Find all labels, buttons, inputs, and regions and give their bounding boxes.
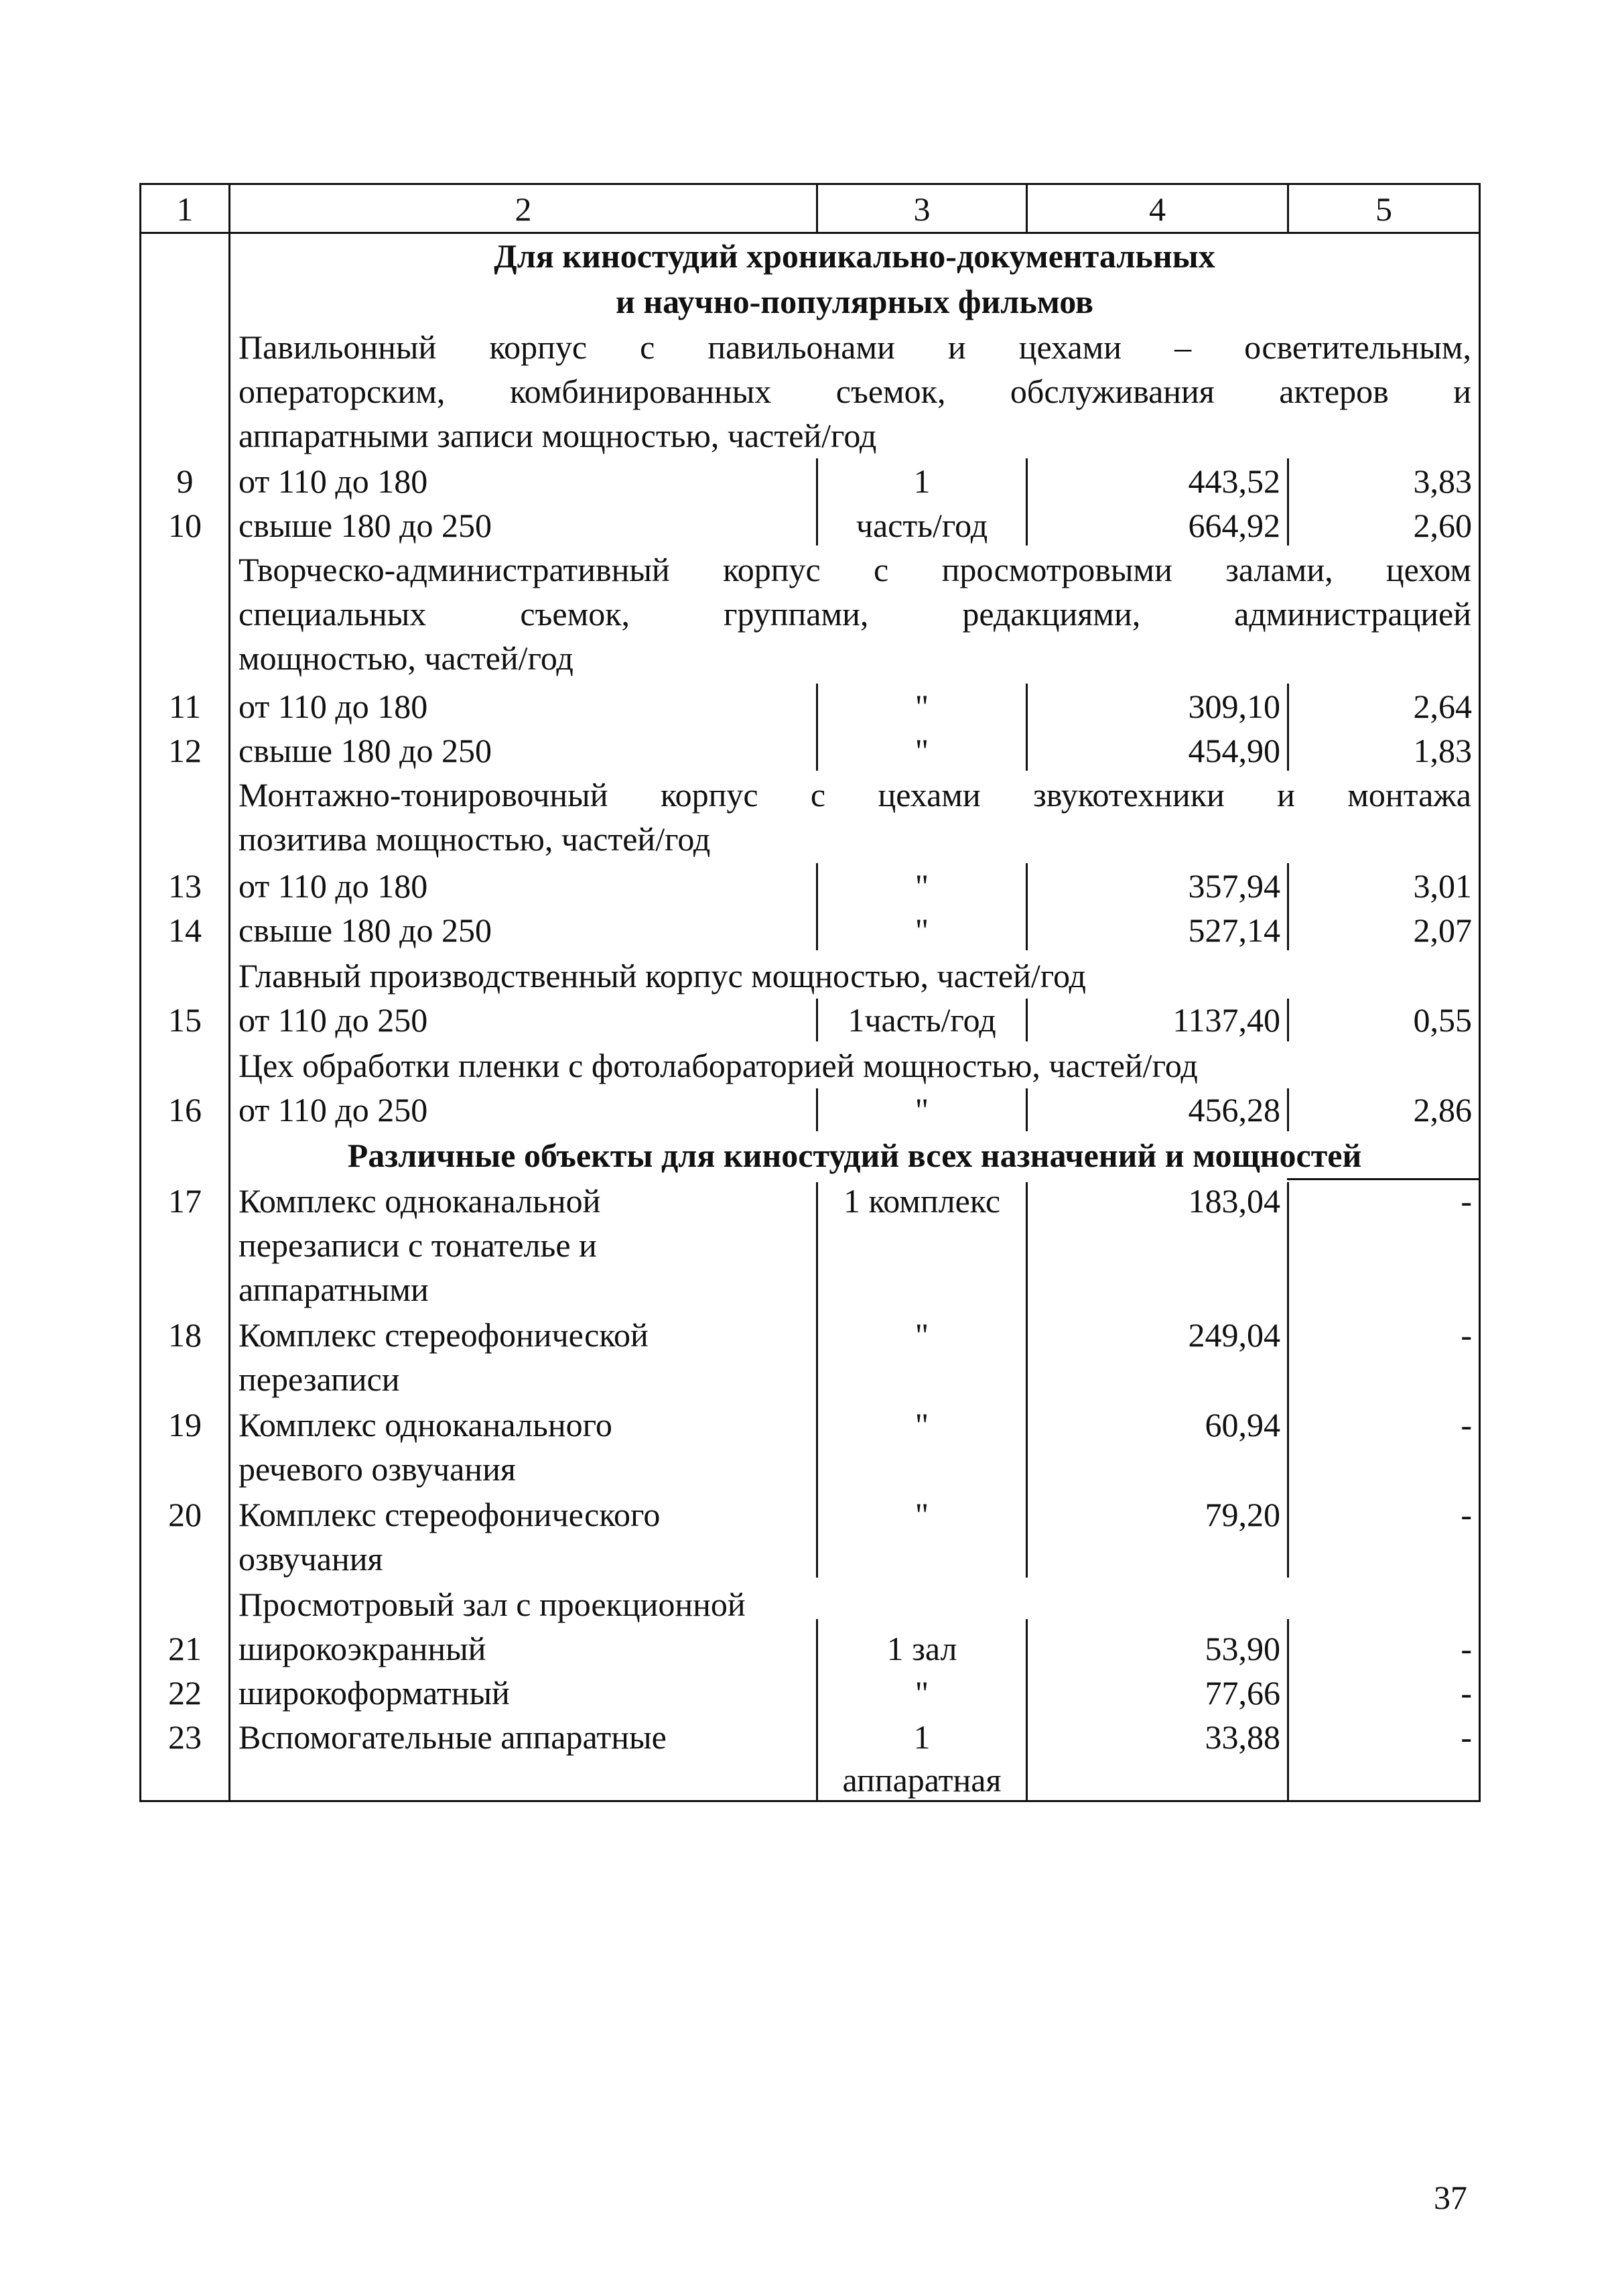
header-col-2: 2 (515, 190, 532, 228)
row-unit: 1 комплекс (843, 1182, 1001, 1220)
row-number: 18 (168, 1316, 202, 1354)
row-name: от 110 до 180 (239, 867, 428, 905)
row-value-col5: 3,01 (1413, 867, 1472, 905)
row-name-line: аппаратными (239, 1271, 429, 1308)
row-value-col5: 0,55 (1413, 1001, 1472, 1039)
row-name: широкоэкранный (239, 1630, 486, 1667)
row-number: 21 (168, 1630, 202, 1667)
row-value-col5: 2,07 (1413, 911, 1472, 949)
group-description-line: специальных съемок, группами, редакциями, администрацией (239, 595, 1471, 633)
row-unit: " (915, 1406, 929, 1444)
row-name: от 110 до 180 (239, 688, 428, 725)
section-title-line-2: и научно-популярных фильмов (616, 283, 1093, 320)
group-description-line: мощностью, частей/год (239, 639, 573, 677)
row-name-line: Комплекс одноканального (239, 1406, 612, 1444)
row-name: от 110 до 250 (239, 1001, 428, 1039)
row-unit: " (915, 688, 929, 725)
row-value-col4: 527,14 (1188, 911, 1280, 949)
row-name: свыше 180 до 250 (239, 507, 492, 544)
row-value-col5: - (1461, 1630, 1472, 1667)
row-value-col4: 454,90 (1188, 732, 1280, 769)
row-value-col5: - (1461, 1182, 1472, 1220)
row-name-line: озвучания (239, 1540, 383, 1578)
header-col-3: 3 (913, 190, 931, 228)
row-name-line: перезаписи (239, 1360, 400, 1398)
row-value-col4: 357,94 (1188, 867, 1280, 905)
row-unit: " (915, 1674, 929, 1712)
row-name: свыше 180 до 250 (239, 911, 492, 949)
group-description-line: аппаратными записи мощностью, частей/год (239, 417, 877, 454)
row-value-col4: 309,10 (1188, 688, 1280, 725)
group-description-line: Цех обработки пленки с фотолабораторией мощностью, частей/год (239, 1047, 1198, 1084)
row-unit: " (915, 732, 929, 769)
row-unit: " (915, 1316, 929, 1354)
row-value-col4: 664,92 (1188, 507, 1280, 544)
row-value-col4: 33,88 (1205, 1718, 1280, 1756)
row-unit-line: 1 (913, 1718, 931, 1756)
row-unit: " (915, 911, 929, 949)
row-name: от 110 до 250 (239, 1091, 428, 1129)
group-description-line: Главный производственный корпус мощностью, частей/год (239, 957, 1086, 995)
row-unit: часть/год (856, 507, 988, 544)
header-col-5: 5 (1375, 190, 1392, 228)
row-value-col5: 2,64 (1413, 688, 1472, 725)
row-number: 22 (168, 1674, 202, 1712)
page-number: 37 (1434, 2179, 1467, 2216)
row-number: 9 (176, 462, 194, 500)
row-value-col4: 79,20 (1205, 1496, 1280, 1533)
row-number: 23 (168, 1718, 202, 1756)
row-name-line: Комплекс одноканальной (239, 1182, 601, 1220)
row-value-col5: 2,60 (1413, 507, 1472, 544)
row-unit: " (915, 1091, 929, 1129)
header-col-4: 4 (1149, 190, 1166, 228)
row-value-col4: 1137,40 (1172, 1001, 1280, 1039)
row-value-col4: 456,28 (1188, 1091, 1280, 1129)
row-value-col5: 2,86 (1413, 1091, 1472, 1129)
row-number: 13 (168, 867, 202, 905)
row-name: свыше 180 до 250 (239, 732, 492, 769)
section-title: Различные объекты для киностудий всех назначений и мощностей (347, 1137, 1362, 1174)
group-description-line: операторским, комбинированных съемок, обслуживания актеров и (239, 373, 1471, 410)
row-name-line: Комплекс стереофонической (239, 1316, 649, 1354)
row-unit: " (915, 1496, 929, 1533)
row-value-col5: - (1461, 1718, 1472, 1756)
section-title-line-1: Для киностудий хроникально-документальных (494, 237, 1215, 275)
row-value-col5: 3,83 (1413, 462, 1472, 500)
row-unit: 1 зал (886, 1630, 957, 1667)
header-col-1: 1 (176, 190, 194, 228)
row-value-col4: 183,04 (1188, 1182, 1280, 1220)
group-description-line: Творческо-административный корпус с просмотровыми залами, цехом (239, 551, 1471, 588)
row-number: 12 (168, 732, 202, 769)
row-value-col5: - (1461, 1674, 1472, 1712)
row-value-col4: 77,66 (1205, 1674, 1280, 1712)
row-value-col5: - (1461, 1496, 1472, 1533)
row-unit-line: аппаратная (842, 1761, 1002, 1799)
row-value-col4: 249,04 (1188, 1316, 1280, 1354)
row-number: 16 (168, 1091, 202, 1129)
row-name-line: перезаписи с тонателье и (239, 1226, 597, 1264)
row-value-col5: - (1461, 1406, 1472, 1444)
row-unit: " (915, 867, 929, 905)
row-number: 10 (168, 507, 202, 544)
group-description-line: позитива мощностью, частей/год (239, 820, 711, 858)
row-number: 19 (168, 1406, 202, 1444)
group-description-line: Монтажно-тонировочный корпус с цехами звукотехники и монтажа (239, 776, 1471, 814)
row-value-col5: 1,83 (1413, 732, 1472, 769)
row-value-col4: 60,94 (1205, 1406, 1280, 1444)
row-unit: 1часть/год (848, 1001, 996, 1039)
row-number: 15 (168, 1001, 202, 1039)
row-value-col4: 443,52 (1188, 462, 1280, 500)
row-number: 11 (168, 688, 202, 725)
row-unit: 1 (913, 462, 931, 500)
data-table (139, 183, 1481, 1802)
row-value-col4: 53,90 (1205, 1630, 1280, 1667)
row-name: широкоформатный (239, 1674, 510, 1712)
row-name: от 110 до 180 (239, 462, 428, 500)
column-divider-1 (228, 185, 230, 1800)
group-description-line: Просмотровый зал с проекционной (239, 1586, 746, 1623)
row-name: Вспомогательные аппаратные (239, 1718, 667, 1756)
row-value-col5: - (1461, 1316, 1472, 1354)
row-number: 14 (168, 911, 202, 949)
row-number: 17 (168, 1182, 202, 1220)
group-description-line: Павильонный корпус с павильонами и цехами – осветительным, (239, 328, 1471, 366)
row-name-line: речевого озвучания (239, 1450, 516, 1488)
row-name-line: Комплекс стереофонического (239, 1496, 661, 1533)
row-number: 20 (168, 1496, 202, 1533)
